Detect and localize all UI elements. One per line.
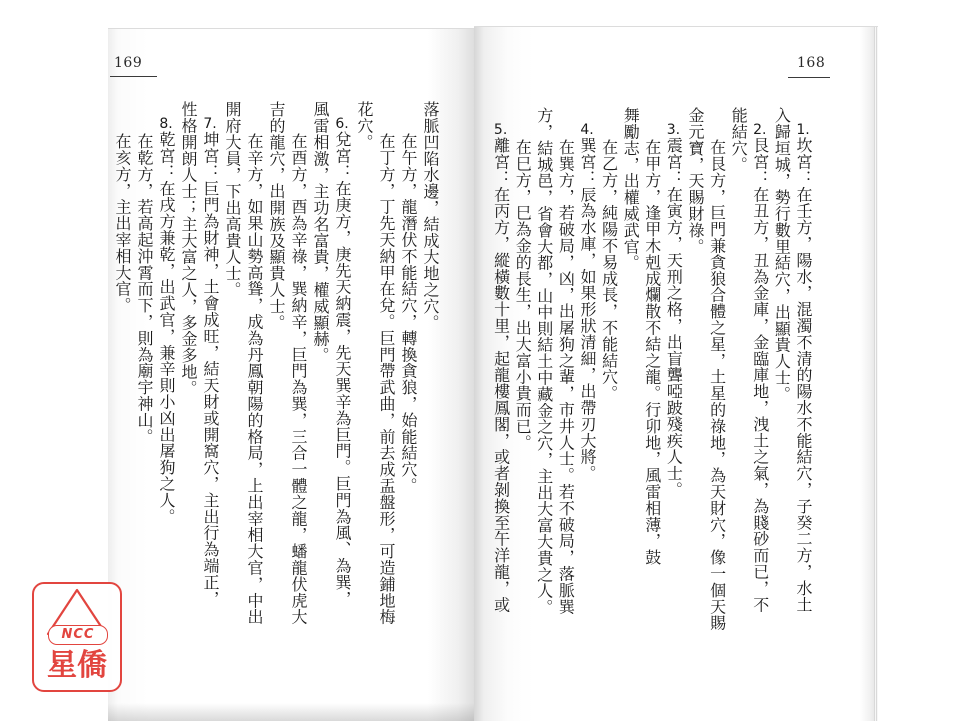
- header-rule: [788, 77, 830, 78]
- logo-name-text: 星僑: [47, 648, 107, 683]
- text-column: [620, 107, 640, 271]
- text-column: [332, 101, 352, 607]
- column-text: 坎宮：在壬方，陽水，混濁不清的陽水不能結穴，子癸二方，水土: [794, 137, 813, 613]
- text-column: [112, 101, 132, 313]
- column-text: 震宮：在寅方，天刑之格，出盲聾啞跛殘疾人士。: [664, 137, 684, 498]
- column-text: 離宮：在丙方，縱橫數十里，起龍樓鳳閣，或者剝換至午洋龍，或: [491, 137, 511, 613]
- column-text: 金元寶，天賜財祿。: [686, 107, 705, 255]
- text-column: [750, 107, 770, 613]
- column-text: 在丁方，丁先天納甲在兌。巨門帶武曲，前去成盂盤形，可造鋪地梅: [377, 133, 396, 625]
- page-stack-edge: [874, 27, 878, 721]
- column-text: 在甲方，逢甲木剋成爛散不結之龍。行卯地，風雷相薄，鼓: [642, 139, 662, 566]
- header-rule: [110, 76, 157, 77]
- column-text: 在辛方，如果山勢高聳，成為丹鳳朝陽的格局，上出宰相大官，中出: [245, 133, 264, 625]
- section-number: 2.: [753, 123, 767, 137]
- text-column: [156, 101, 176, 525]
- text-column: [420, 101, 440, 331]
- text-column: [376, 101, 396, 625]
- column-text: 坤宮：巨門為財神，土會成旺，結天財或開窩穴，主出行為端正，: [201, 131, 220, 607]
- column-text: 在巳方，巳為金的長生，出大富小貴而已。: [513, 139, 533, 451]
- column-text: 乾宮：在戌方兼乾，出武官，兼辛則小凶出屠狗之人。: [157, 131, 176, 525]
- section-number: 6.: [335, 117, 349, 131]
- text-column: [354, 101, 374, 150]
- column-text: 在乙方，純陽不易成長，不能結穴。: [599, 139, 619, 402]
- text-column: [178, 101, 198, 396]
- text-column: [512, 107, 532, 451]
- column-text: 在酉方，酉為辛祿，巽納辛，巨門為巽，三合一體之龍，蟠龍伏虎大: [289, 133, 308, 625]
- text-column: [771, 107, 791, 402]
- text-column: [599, 107, 619, 401]
- section-number: 7.: [203, 117, 217, 131]
- text-column: [310, 101, 330, 363]
- text-column: [555, 107, 575, 615]
- column-text: 舞勵志，出權威武官。: [621, 107, 641, 271]
- column-text: 落脈凹陷水邊，結成大地之穴。: [421, 101, 440, 331]
- column-text: 在乾方，若高起沖霄而下，則為廟宇神山。: [135, 133, 154, 445]
- column-text: 兌宮：在庚方，庚先天納震，先天巽辛為巨門。巨門為風、為巽，: [333, 131, 352, 607]
- column-text: 在亥方，主出宰相大官。: [113, 133, 132, 314]
- column-text: 在巽方，若破局，凶，出屠狗之輩，市井人士。若不破局，落脈巽: [556, 139, 576, 615]
- text-column: [200, 101, 220, 607]
- section-number: 8.: [159, 117, 173, 131]
- text-column: [491, 107, 511, 613]
- text-column: [222, 101, 242, 298]
- column-text: 風雷相激，主功名富貴，權威顯赫。: [311, 101, 330, 364]
- section-number: 4.: [580, 123, 594, 137]
- column-text: 方，結城邑，省會大都，山中則結土中藏金之穴，主出大富大貴之人。: [534, 107, 554, 616]
- column-text: 巽宮：辰為水庫，如果形狀清細，出帶刃大將。: [578, 137, 597, 482]
- column-text: 開府大員，下出高貴人士。: [223, 101, 242, 298]
- text-column: [793, 107, 813, 613]
- page-number: 168: [797, 55, 826, 71]
- logo-mark-text: NCC: [48, 625, 108, 645]
- column-text: 在艮方，巨門兼貪狼合體之星，土星的祿地，為天財穴，像一個天賜: [707, 139, 727, 631]
- left-page: [108, 28, 474, 721]
- page-shadow: [108, 703, 474, 721]
- column-text: 入歸垣城，勢行數里結穴，出顯貴人士。: [772, 107, 792, 403]
- text-column: [728, 107, 748, 173]
- text-column: [288, 101, 308, 625]
- text-column: [266, 101, 286, 331]
- column-text: 花穴。: [355, 101, 374, 151]
- column-text: 吉的龍穴，出開族及顯貴人士。: [267, 101, 286, 331]
- page-number: 169: [114, 55, 143, 71]
- section-number: 1.: [796, 123, 810, 137]
- column-text: 艮宮：在丑方，丑為金庫，金臨庫地，洩土之氣，為賤砂而已，不: [750, 137, 770, 613]
- text-column: [134, 101, 154, 445]
- column-text: 能結穴。: [729, 107, 749, 173]
- right-page: [474, 26, 878, 721]
- text-column: [685, 107, 705, 255]
- text-column: [534, 107, 554, 615]
- text-column: [663, 107, 683, 498]
- text-column: [642, 107, 662, 565]
- text-column: [398, 101, 418, 494]
- section-number: 5.: [493, 123, 508, 137]
- text-column: [244, 101, 264, 625]
- column-text: 性格開朗人士；主大富之人，多金多地。: [179, 101, 198, 397]
- watermark-logo: [32, 582, 122, 692]
- text-column: [707, 107, 727, 631]
- column-text: 在午方，龍潛伏不能結穴，轉換貪狼，始能結穴。: [399, 133, 418, 494]
- text-column: [577, 107, 597, 481]
- section-number: 3.: [666, 123, 681, 137]
